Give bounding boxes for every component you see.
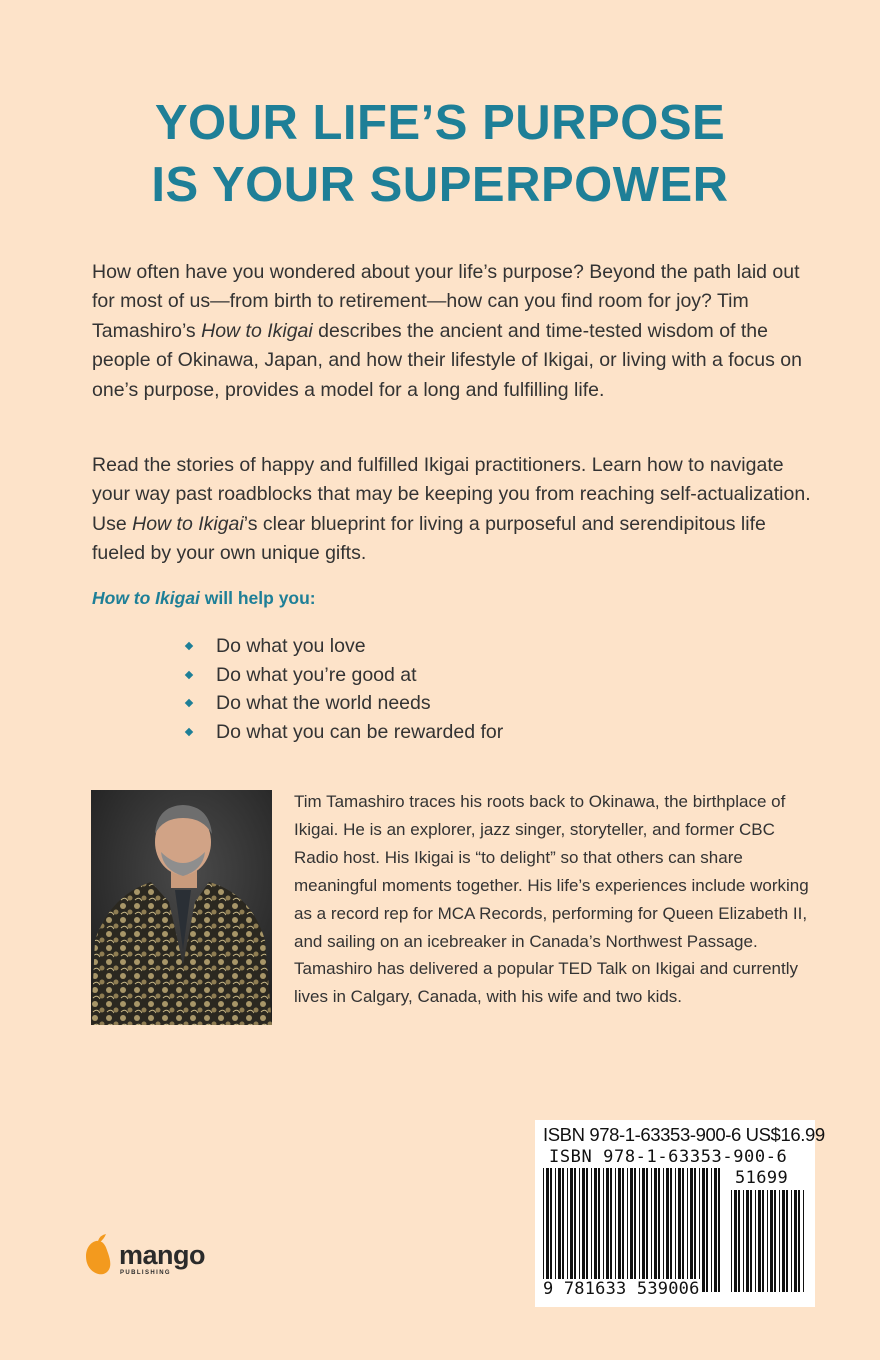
barcode-bar [546,1168,549,1292]
publisher-name: mango [119,1240,206,1270]
barcode-bar [598,1168,600,1292]
list-item [186,718,503,747]
barcode-bar [606,1168,609,1292]
barcode-bar [634,1168,636,1292]
benefit-label: Do what the world needs [216,692,431,715]
barcode-bar [630,1168,633,1292]
benefit-label: Do what you love [216,635,366,657]
barcode-bar [791,1190,792,1292]
barcode-bar [654,1168,657,1292]
author-portrait-icon [91,790,272,1025]
isbn-price-text: ISBN 978-1-63353-900-6 US$16.99 [543,1124,825,1145]
author-photo [91,790,272,1025]
help-text: will help you: [199,588,316,608]
barcode-bar [786,1190,788,1292]
barcode-bar [579,1168,580,1292]
barcode-bar [562,1168,564,1292]
help-heading [92,588,316,609]
barcode-bar [706,1168,708,1292]
diamond-bullet-icon [185,699,193,707]
barcode-bar [718,1168,720,1292]
barcode-bar [591,1168,592,1292]
list-item [186,632,503,661]
list-item [186,689,503,718]
mango-logo-icon [82,1233,232,1281]
ean-number: 9 781633 539006 [543,1279,700,1299]
barcode-bar [618,1168,621,1292]
barcode-bar [651,1168,652,1292]
barcode-bar [702,1168,705,1292]
barcode-bar [622,1168,624,1292]
headline-line-2: IS YOUR SUPERPOWER [151,158,729,212]
publisher-tagline: PUBLISHING [120,1270,172,1276]
barcode-bar [574,1168,576,1292]
price-code: 51699 [735,1168,789,1188]
barcode-bar [731,1190,732,1292]
barcode-bar [690,1168,693,1292]
barcode-bar [603,1168,604,1292]
barcode-bar [567,1168,568,1292]
barcode-bar [670,1168,672,1292]
barcode-bar [555,1168,556,1292]
benefit-label: Do what you can be rewarded for [216,720,504,743]
barcode-bar [658,1168,660,1292]
barcode-bar [666,1168,669,1292]
barcode-bar [782,1190,785,1292]
barcode-bar [663,1168,664,1292]
barcode-bar [675,1168,676,1292]
barcode-bar [642,1168,645,1292]
barcode-bar [738,1190,740,1292]
barcode-bar [646,1168,648,1292]
barcode-bar [582,1168,585,1292]
intro-paragraph [92,258,812,405]
barcode-bar [803,1190,804,1292]
benefit-label: Do what you’re good at [216,663,417,686]
barcode-bar [794,1190,797,1292]
barcode-bar [714,1168,717,1292]
barcode-bar [594,1168,597,1292]
barcode-bar [798,1190,800,1292]
barcode-bar [627,1168,628,1292]
barcode-bar [779,1190,780,1292]
list-item [186,661,503,690]
barcode-bar [550,1168,552,1292]
barcode-bar [746,1190,749,1292]
barcode-bar [767,1190,768,1292]
barcode-bar [743,1190,744,1292]
barcode-bar [711,1168,712,1292]
stories-text-start: Read the stories of happy and fulfilled Ikigai practitioners. Learn how to navigate your way past roadblocks that may be keeping you from reaching self-actualization. Use [92,454,811,535]
intro-text-end: describes the ancient and time-tested wisdom of the people of Okinawa, Japan, and how their lifestyle of Ikigai, or living with a focus on one’s purpose, provides a model for a long and fulfilling life. [92,319,802,401]
barcode-bar [558,1168,561,1292]
intro-book-title: How to Ikigai [201,319,313,342]
author-bio: Tim Tamashiro traces his roots back to Okinawa, the birthplace of Ikigai. He is an explorer, jazz singer, storyteller, and former CBC Radio host. His Ikigai is “to delight” so that others can share meaningful moments together. His life’s experiences include working as a record rep for MCA Records, performing for Queen Elizabeth II, and sailing on an icebreaker in Canada’s Northwest Passage. Tamashiro has delivered a popular TED Talk on Ikigai and currently lives in Calgary, Canada, with his wife and two kids. [294,792,809,1007]
barcode-bar [543,1168,544,1292]
barcode-bar [678,1168,681,1292]
barcode-bar [750,1190,752,1292]
diamond-bullet-icon [185,670,193,678]
barcode-bar [586,1168,588,1292]
barcode-bar [694,1168,696,1292]
barcode-label [535,1120,825,1307]
barcode-bar [615,1168,616,1292]
headline [0,92,880,216]
barcode-bar [639,1168,640,1292]
barcode-bar [682,1168,684,1292]
barcode-bar [610,1168,612,1292]
barcode-bar [774,1190,776,1292]
diamond-bullet-icon [185,728,193,736]
barcode-bar [755,1190,756,1292]
barcode-bar [687,1168,688,1292]
benefits-list [186,632,503,746]
stories-paragraph [92,451,812,569]
stories-book-title: How to Ikigai [132,512,244,535]
headline-line-1: YOUR LIFE’S PURPOSE [154,96,726,150]
publisher-logo [82,1233,232,1281]
stories-text-end: ’s clear blueprint for living a purposeful and serendipitous life fueled by your own unique gifts. [92,512,766,565]
barcode-bar [699,1168,700,1292]
barcode-bar [758,1190,761,1292]
help-book-title: How to Ikigai [92,588,200,608]
isbn-text: ISBN 978-1-63353-900-6 [549,1147,788,1167]
barcode-bar [734,1190,737,1292]
diamond-bullet-icon [185,642,193,650]
barcode-bar [770,1190,773,1292]
barcode-bar [570,1168,573,1292]
barcode-bar [762,1190,764,1292]
intro-text-start: How often have you wondered about your life’s purpose? Beyond the path laid out for most of us—from birth to retirement—how can you find room for joy? Tim Tamashiro’s [92,261,800,342]
